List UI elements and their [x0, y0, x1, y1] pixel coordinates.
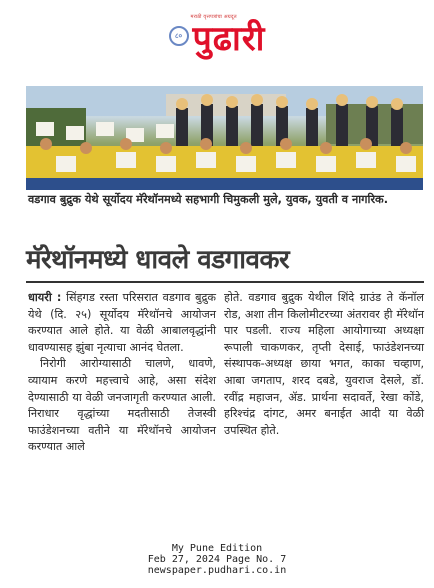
emblem-icon: ८० [169, 26, 189, 46]
masthead [0, 0, 434, 72]
article-column-right [224, 290, 424, 439]
edition-date-page: Feb 27, 2024 Page No. 7 [147, 554, 287, 565]
logo-text: पुढारी [192, 19, 266, 59]
article-column-left [28, 290, 216, 456]
marathon-group-photo [26, 86, 423, 190]
masthead-tagline: मराठी वृत्तपत्रांचा अग्रदूत [190, 14, 237, 20]
edition-name: My Pune Edition [171, 543, 263, 554]
article-photo [26, 86, 423, 190]
paragraph-1: सिंहगड रस्ता परिसरात वडगाव बुद्रुक येथे (दि. २५) सूर्योदय मॅरेथॉनचे आयोजन करण्यात आले होते. या वेळी आबालवृद्धांनी धावण्यासह झुंबा नृत्याचा आनंद घेतला. [28, 291, 216, 354]
photo-caption: वडगाव बुद्रुक येथे सूर्योदय मॅरेथॉनमध्ये सहभागी चिमुकली मुले, युवक, युवती व नागरिक. [28, 193, 389, 206]
paragraph-2: निरोगी आरोग्यासाठी चालणे, धावणे, व्यायाम करणे महत्त्वाचे आहे, असा संदेश देण्यासाठी या वेळी जनजागृती करण्यात आली. निराधार वृद्धांच्या मदतीसाठी तेजस्वी फाउंडेशनच्या वतीने या मॅरेथॉनचे आयोजन करण्यात आले [28, 357, 216, 454]
newspaper-logo[interactable] [169, 12, 266, 60]
dateline: धायरी : [28, 291, 62, 304]
headline-divider [26, 281, 424, 283]
paragraph-3: होते. वडगाव बुद्रुक येथील शिंदे ग्राउंड ते कॅनॉल रोड, अशा तीन किलोमीटरच्या अंतरावर ही मॅरेथॉन पार पडली. राज्य महिला आयोगाच्या अध्यक्षा रूपाली चाकणकर, तृप्ती देसाई, फाउंडेशनच्या संस्थापक-अध्यक्ष छाया भगत, काका चव्हाण, आबा जगताप, शरद दबडे, युवराज देसले, डॉ. रवींद्र महाजन, ॲड. प्रार्थना सदावर्ते, रेखा कोंडे, हरिश्चंद्र दांगट, अमर बनाईत आदी या वेळी उपस्थित होते. [224, 291, 424, 437]
edition-url[interactable]: newspaper.pudhari.co.in [147, 565, 287, 576]
edition-footer [0, 543, 434, 576]
article-headline: मॅरेथॉनमध्ये धावले वडगावकर [26, 245, 290, 275]
lead-paragraph [28, 290, 216, 356]
